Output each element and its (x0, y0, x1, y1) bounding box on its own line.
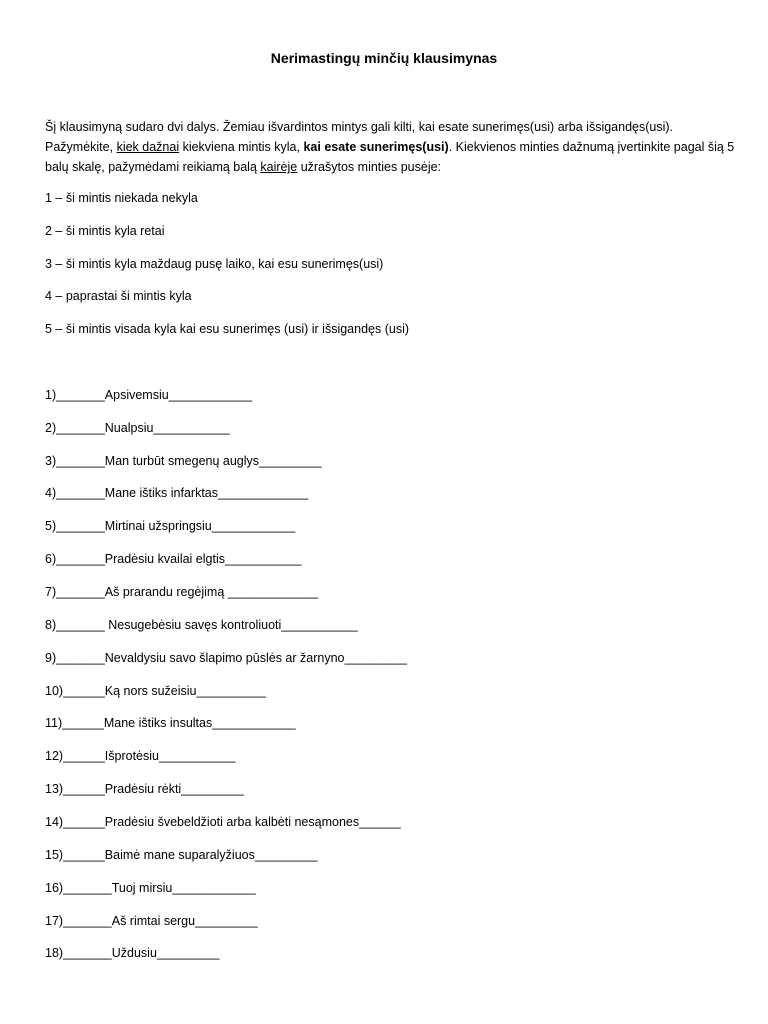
scale-item-5: 5 – ši mintis visada kyla kai esu sunerimęs (usi) ir išsigandęs (usi) (45, 322, 410, 336)
question-item-3: 3)_______Man turbūt smegenų auglys_________ (45, 454, 322, 468)
intro-paragraph (45, 117, 735, 177)
scale-item-3: 3 – ši mintis kyla maždaug pusę laiko, kai esu sunerimęs(usi) (45, 257, 384, 271)
question-item-13: 13)______Pradėsiu rėkti_________ (45, 782, 244, 796)
intro-text-d: užrašytos minties pusėje: (297, 160, 442, 174)
question-item-17: 17)_______Aš rimtai sergu_________ (45, 914, 258, 928)
question-item-10: 10)______Ką nors sužeisiu__________ (45, 684, 267, 698)
question-item-6: 6)_______Pradėsiu kvailai elgtis___________ (45, 552, 302, 566)
question-item-7: 7)_______Aš prarandu regėjimą _____________ (45, 585, 319, 599)
question-item-2: 2)_______Nualpsiu___________ (45, 421, 230, 435)
question-item-11: 11)______Mane ištiks insultas____________ (45, 716, 296, 730)
question-item-16: 16)_______Tuoj mirsiu____________ (45, 881, 256, 895)
question-item-12: 12)______Išprotėsiu___________ (45, 749, 236, 763)
scale-item-2: 2 – ši mintis kyla retai (45, 224, 165, 238)
page-title: Nerimastingų minčių klausimynas (270, 50, 498, 66)
question-item-15: 15)______Baimė mane suparalyžiuos_________ (45, 848, 318, 862)
question-item-1: 1)_______Apsivemsiu____________ (45, 388, 253, 402)
intro-bold-when-anxious: kai esate sunerimęs(usi) (303, 140, 449, 154)
question-item-18: 18)_______Uždusiu_________ (45, 946, 220, 960)
question-item-8: 8)_______ Nesugebėsiu savęs kontroliuoti___________ (45, 618, 358, 632)
intro-underlined-left: kairėje (260, 160, 298, 174)
question-item-5: 5)_______Mirtinai užspringsiu____________ (45, 519, 296, 533)
scale-item-4: 4 – paprastai ši mintis kyla (45, 289, 192, 303)
intro-text-a: Pažymėkite, (45, 140, 117, 154)
intro-text-b: kiekviena mintis kyla, (179, 140, 304, 154)
question-item-14: 14)______Pradėsiu švebeldžioti arba kalbėti nesąmones______ (45, 815, 401, 829)
scale-item-1: 1 – ši mintis niekada nekyla (45, 191, 198, 205)
intro-text-c: . Kiekvienos minties dažnumą įvertinkite pagal šią 5 balų skalę, pažymėdami reikiamą balą (45, 140, 735, 174)
question-item-9: 9)_______Nevaldysiu savo šlapimo pūslės ar žarnyno_________ (45, 651, 408, 665)
question-item-4: 4)_______Mane ištiks infarktas_____________ (45, 486, 309, 500)
intro-underlined-how-often: kiek dažnai (116, 140, 180, 154)
intro-sentence-1: Šį klausimyną sudaro dvi dalys. Žemiau išvardintos mintys gali kilti, kai esate sunerimęs(usi) arba išsigandęs(usi). (45, 120, 674, 134)
